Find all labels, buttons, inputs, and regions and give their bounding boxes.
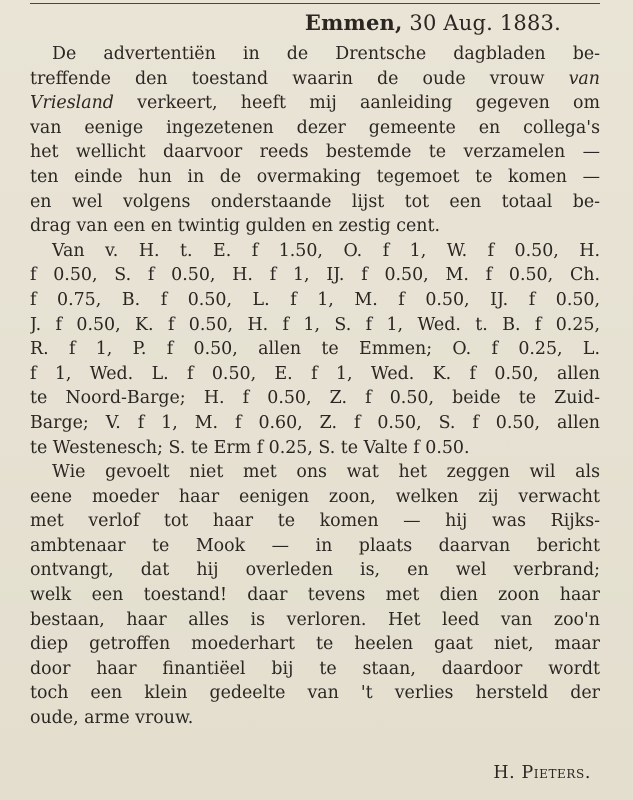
text-line bbox=[30, 509, 600, 534]
text-line bbox=[30, 706, 600, 731]
line-text: R. f 1, P. f 0.50, allen te Emmen; O. f 0.25, L. bbox=[30, 339, 600, 360]
line-text: te Westenesch; S. te Erm f 0.25, S. te Valte f 0.50. bbox=[30, 437, 470, 458]
text-line bbox=[30, 42, 600, 67]
text-line bbox=[30, 436, 600, 461]
line-text: De advertentiën in de Drentsche dagbladen be- bbox=[52, 44, 600, 64]
text-line bbox=[30, 386, 600, 411]
text-line bbox=[30, 608, 600, 633]
line-text: welk een toestand! daar tevens met dien zoon haar bbox=[30, 585, 600, 606]
text-line bbox=[30, 91, 600, 116]
text-line bbox=[30, 583, 600, 608]
line-text: toch een klein gedeelte van 't verlies hersteld der bbox=[30, 683, 600, 704]
signature-initial: H. bbox=[493, 763, 522, 783]
text-line bbox=[30, 140, 600, 165]
text-line bbox=[30, 632, 600, 657]
line-text: Wie gevoelt niet met ons wat het zeggen wil als bbox=[52, 462, 600, 483]
line-text: te Noord-Barge; H. f 0.50, Z. f 0.50, beide te Zuid- bbox=[30, 388, 600, 409]
line-text: verkeert, heeft mij aanleiding gegeven om bbox=[113, 93, 600, 114]
text-line bbox=[30, 239, 600, 264]
line-text: f 0.75, B. f 0.50, L. f 1, M. f 0.50, IJ. f 0.50, bbox=[30, 289, 600, 310]
signature bbox=[493, 763, 591, 783]
line-text: diep getroffen moederhart te heelen gaat niet, maar bbox=[30, 634, 600, 655]
line-text: treffende den toestand waarin de oude vrouw bbox=[30, 68, 569, 89]
text-line bbox=[30, 534, 600, 559]
text-line bbox=[30, 337, 600, 362]
line-text: f 1, Wed. L. f 0.50, E. f 1, Wed. K. f 0.50, allen bbox=[30, 363, 600, 384]
text-line bbox=[30, 411, 600, 436]
line-text: door haar finantiëel bij te staan, daardoor wordt bbox=[30, 658, 600, 679]
text-line bbox=[30, 460, 600, 485]
line-text: ten einde hun in de overmaking tegemoet te komen — bbox=[30, 166, 600, 187]
signature-name: Pieters. bbox=[521, 763, 591, 783]
line-text: eene moeder haar eenigen zoon, welken zij verwacht bbox=[30, 486, 600, 507]
dateline-date: 30 Aug. 1883. bbox=[402, 11, 561, 35]
line-text: Barge; V. f 1, M. f 0.60, Z. f 0.50, S. f 0.50, allen bbox=[30, 412, 600, 433]
text-line bbox=[30, 288, 600, 313]
text-line bbox=[30, 116, 600, 141]
text-line bbox=[30, 165, 600, 190]
line-text: drag van een en twintig gulden en zestig cent. bbox=[30, 216, 440, 237]
text-line bbox=[30, 657, 600, 682]
text-line bbox=[30, 485, 600, 510]
line-text: het wellicht daarvoor reeds bestemde te verzamelen — bbox=[30, 142, 600, 163]
text-line bbox=[30, 190, 600, 215]
text-line bbox=[30, 67, 600, 92]
dateline-place: Emmen, bbox=[304, 10, 403, 35]
line-text: f 0.50, S. f 0.50, H. f 1, IJ. f 0.50, M. f 0.50, Ch. bbox=[30, 265, 600, 286]
article-body bbox=[30, 42, 600, 731]
text-line bbox=[30, 313, 600, 338]
line-text: van eenige ingezetenen dezer gemeente en collega's bbox=[30, 117, 600, 138]
italic-text: Vriesland bbox=[30, 93, 114, 114]
italic-text: van bbox=[568, 68, 600, 89]
line-text: bestaan, haar alles is verloren. Het leed van zoo'n bbox=[30, 609, 600, 630]
line-text: Van v. H. t. E. f 1.50, O. f 1, W. f 0.50, H. bbox=[52, 240, 600, 261]
top-rule bbox=[30, 3, 600, 4]
text-line bbox=[30, 214, 600, 239]
line-text: met verlof tot haar te komen — hij was Rijks- bbox=[30, 511, 600, 532]
line-text: oude, arme vrouw. bbox=[30, 708, 194, 729]
text-line bbox=[30, 263, 600, 288]
dateline bbox=[305, 10, 561, 35]
line-text: J. f 0.50, K. f 0.50, H. f 1, S. f 1, Wed. t. B. f 0.25, bbox=[30, 314, 600, 335]
text-line bbox=[30, 558, 600, 583]
line-text: ontvangt, dat hij overleden is, en wel verbrand; bbox=[30, 560, 600, 581]
text-line bbox=[30, 681, 600, 706]
line-text: ambtenaar te Mook — in plaats daarvan bericht bbox=[30, 535, 600, 556]
text-line bbox=[30, 362, 600, 387]
line-text: en wel volgens onderstaande lijst tot een totaal be- bbox=[30, 191, 600, 212]
